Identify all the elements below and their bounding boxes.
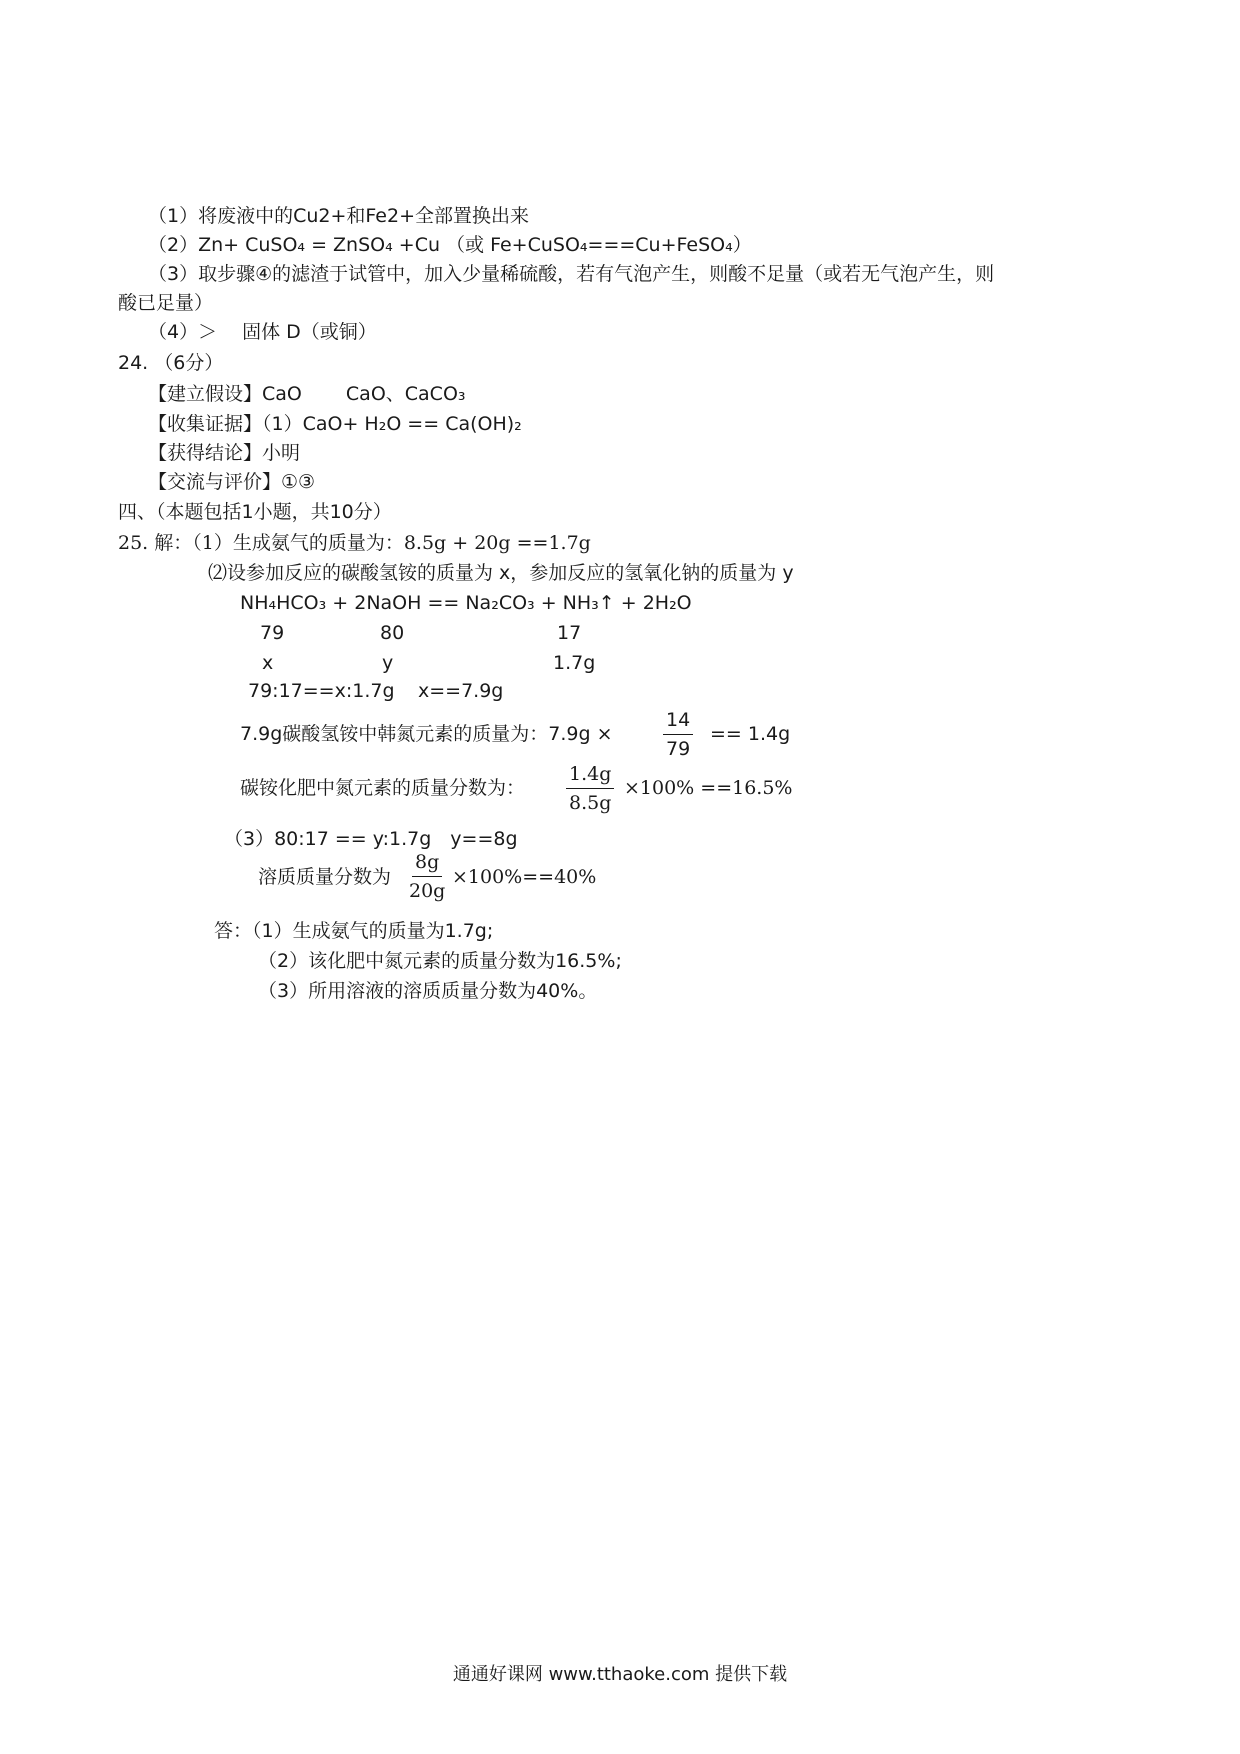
final-answer-3: （3）所用溶液的溶质质量分数为40%。 (258, 980, 598, 1002)
nitrogen-fraction-result: ×100% ==16.5% (624, 777, 793, 799)
unknown-x: x (262, 652, 274, 674)
answer-23-3-cont: 酸已足量） (118, 292, 214, 314)
molar-mass-ammonium-bicarbonate: 79 (260, 622, 285, 644)
section-four-header: 四、（本题包括1小题，共10分） (118, 501, 392, 523)
question-24-header: 24. （6分） (118, 352, 224, 374)
ammonia-mass: 1.7g (553, 652, 596, 674)
answer-25-2-setup: ⑵设参加反应的碳酸氢铵的质量为 x，参加反应的氢氧化钠的质量为 y (208, 562, 794, 584)
answer-23-3: （3）取步骤④的滤渣于试管中，加入少量稀硫酸，若有气泡产生，则酸不足量（或若无气泡产生，则 (148, 263, 995, 285)
footer-source: 通通好课网 www.tthaoke.com 提供下载 (452, 1664, 788, 1685)
fraction-denominator: 20g (409, 880, 446, 902)
fraction-numerator: 14 (663, 708, 693, 735)
solute-fraction (406, 850, 448, 903)
answer-24-hypothesis: 【建立假设】CaO CaO、CaCO₃ (148, 383, 466, 405)
nitrogen-mass-label: 7.9g碳酸氢铵中韩氮元素的质量为：7.9g × (240, 723, 613, 745)
nitrogen-mass-result: == 1.4g (710, 723, 791, 745)
result-x: x==7.9g (418, 680, 504, 702)
solute-fraction-result: ×100%==40% (452, 866, 597, 888)
answer-24-evidence: 【收集证据】（1）CaO+ H₂O == Ca(OH)₂ (148, 413, 522, 435)
answer-23-4: （4）＞ 固体 D（或铜） (148, 321, 377, 343)
solute-fraction-label: 溶质质量分数为 (258, 866, 392, 888)
ratio-x: 79:17==x:1.7g (248, 680, 395, 702)
final-answer-1: 答：（1）生成氨气的质量为1.7g; (214, 920, 494, 942)
unknown-y: y (382, 652, 394, 674)
answer-23-1: （1）将废液中的Cu2+和Fe2+全部置换出来 (148, 205, 529, 227)
reaction-equation: NH₄HCO₃ + 2NaOH == Na₂CO₃ + NH₃↑ + 2H₂O (240, 592, 692, 614)
answer-25-1: 25. 解：（1）生成氨气的质量为：8.5g + 20g ==1.7g (118, 532, 591, 554)
final-answer-2: （2）该化肥中氮元素的质量分数为16.5%; (258, 950, 622, 972)
fraction-denominator: 79 (666, 738, 691, 760)
answer-23-2: （2）Zn+ CuSO₄ = ZnSO₄ +Cu （或 Fe+CuSO₄===Cu+FeSO₄） (148, 234, 752, 256)
answer-25-3: （3）80:17 == y:1.7g y==8g (224, 828, 518, 850)
nitrogen-fraction (566, 762, 614, 815)
fraction-numerator: 1.4g (566, 762, 614, 789)
molar-mass-ammonia: 17 (557, 622, 582, 644)
fraction-denominator: 8.5g (569, 792, 612, 814)
fraction-numerator: 8g (412, 850, 442, 877)
answer-24-evaluation: 【交流与评价】①③ (148, 471, 316, 493)
nitrogen-mass-fraction (663, 708, 693, 761)
nitrogen-fraction-label: 碳铵化肥中氮元素的质量分数为： (240, 777, 526, 799)
molar-mass-sodium-hydroxide: 80 (380, 622, 405, 644)
answer-24-conclusion: 【获得结论】小明 (148, 442, 301, 464)
